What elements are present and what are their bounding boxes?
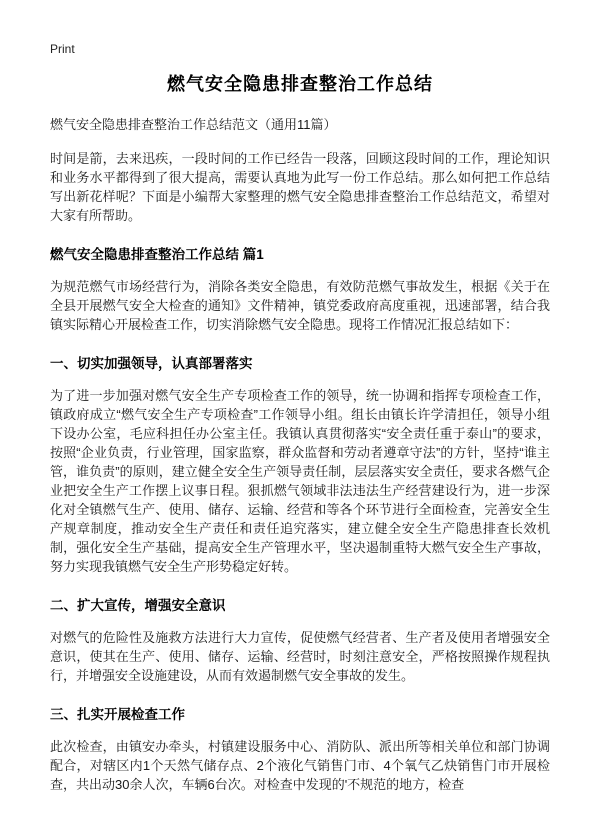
- body-paragraph: 对燃气的危险性及施救方法进行大力宣传，促使燃气经营者、生产者及使用者增强安全意识，使其在生产、使用、储存、运输、经营时，时刻注意安全，严格按照操作规程执行，并增强安全设施建设，从而有效遏制燃气安全事故的发生。: [50, 630, 550, 683]
- body-paragraph: 为了进一步加强对燃气安全生产专项检查工作的领导，统一协调和指挥专项检查工作，镇政府成立“燃气安全生产专项检查”工作领导小组。组长由镇长许学清担任，领导小组下设办公室，毛应科担任办公室主任。我镇认真贯彻落实“安全责任重于泰山”的要求，按照“企业负责，行业管理，国家监察，群众监督和劳动者遵章守法”的方针，坚持“谁主管，谁负责”的原则，建立健全安全生产领导责任制，层层落实安全责任，要求各燃气企业把安全生产工作摆上议事日程。狠抓燃气领域非法违法生产经营建设行为，进一步深化对全镇燃气生产、使用、储存、运输、经营和等各个环节进行全面检查，完善安全生产规章制度，推动安全生产责任和责任追究落实，建立健全安全生产隐患排查长效机制，强化安全生产基础，提高安全生产管理水平，坚决遏制重特大燃气安全生产事故，努力实现我镇燃气安全生产形势稳定好转。: [50, 388, 550, 574]
- section-heading: 二、扩大宣传，增强安全意识: [50, 598, 226, 613]
- body-paragraph: 此次检查，由镇安办牵头，村镇建设服务中心、消防队、派出所等相关单位和部门协调配合，对辖区内1个天然气储存点、2个液化气销售门市、4个氧气乙炔销售门市开展检查，共出动30余人次，车辆6台次。对检查中发现的'不规范的地方，检查: [50, 739, 550, 792]
- body-paragraph: 为规范燃气市场经营行为，消除各类安全隐患，有效防范燃气事故发生，根据《关于在全县开展燃气安全大检查的通知》文件精神，镇党委政府高度重视，迅速部署，结合我镇实际精心开展检查工作，切实消除燃气安全隐患。现将工作情况汇报总结如下：: [50, 279, 550, 332]
- document-content: [50, 149, 550, 794]
- section-heading: 三、扎实开展检查工作: [50, 707, 185, 722]
- body-paragraph: 时间是箭，去来迅疾，一段时间的工作已经告一段落，回顾这段时间的工作，理论知识和业务水平都得到了很大提高，需要认真地为此写一份工作总结。那么如何把工作总结写出新花样呢？下面是小编帮大家整理的燃气安全隐患排查整治工作总结范文，希望对大家有所帮助。: [50, 151, 550, 223]
- print-link[interactable]: Print: [50, 42, 75, 56]
- section-heading: 一、切实加强领导，认真部署落实: [50, 356, 253, 371]
- page-title: 燃气安全隐患排查整治工作总结: [167, 74, 433, 94]
- section-heading: 燃气安全隐患排查整治工作总结 篇1: [50, 247, 264, 262]
- document-subtitle: 燃气安全隐患排查整治工作总结范文（通用11篇）: [50, 117, 337, 132]
